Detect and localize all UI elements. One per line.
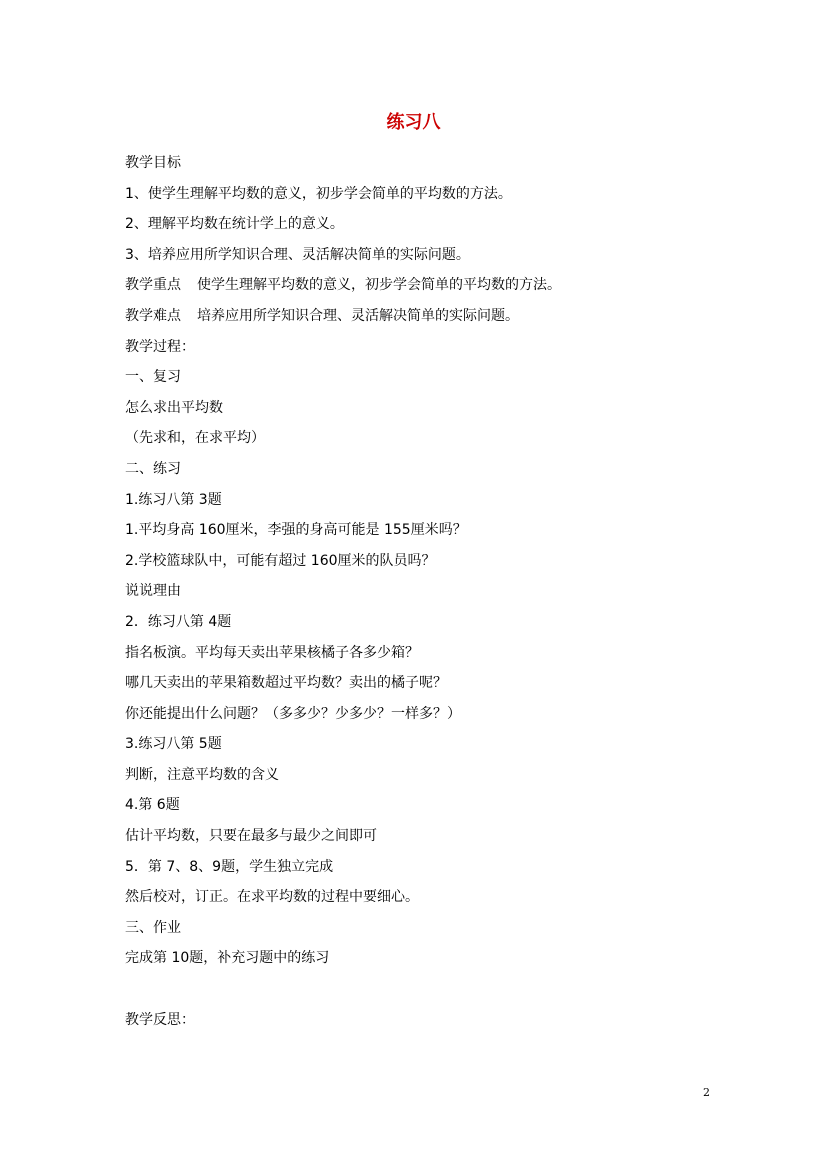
subsection-practice: 二、练习 (125, 460, 181, 477)
practice-text-5: 估计平均数，只要在最多与最少之间即可 (125, 828, 377, 845)
document-title: 练习八 (386, 112, 441, 133)
subsection-review: 一、复习 (125, 369, 181, 386)
practice-text-6: 然后校对，订正。在求平均数的过程中要细心。 (125, 889, 419, 906)
review-question: 怎么求出平均数 (125, 399, 223, 416)
key-point-text: 使学生理解平均数的意义，初步学会简单的平均数的方法。 (197, 277, 561, 294)
subsection-homework: 三、作业 (125, 919, 181, 936)
objective-item-2: 2、理解平均数在统计学上的意义。 (125, 216, 344, 233)
practice-question-2: 2.学校篮球队中，可能有超过 160厘米的队员吗？ (125, 552, 436, 569)
practice-item-3: 3.练习八第 5题 (125, 736, 222, 753)
section-heading-objectives: 教学目标 (125, 155, 181, 171)
review-answer: （先求和，在求平均） (125, 430, 265, 447)
practice-item-5: 5．第 7、8、9题，学生独立完成 (125, 858, 334, 875)
key-point-label: 教学重点 (125, 277, 181, 294)
practice-item-2: 2．练习八第 4题 (125, 613, 232, 630)
practice-note: 说说理由 (125, 583, 181, 600)
blank-line (125, 978, 725, 1009)
practice-item-1: 1.练习八第 3题 (125, 491, 222, 508)
page-number: 2 (703, 1086, 710, 1099)
practice-text-2: 哪几天卖出的苹果箱数超过平均数？卖出的橘子呢？ (125, 675, 447, 692)
practice-text-1: 指名板演。平均每天卖出苹果核橘子各多少箱？ (125, 644, 419, 661)
key-point-row (125, 274, 725, 305)
practice-text-3: 你还能提出什么问题？（多多少？少多少？一样多？） (125, 705, 461, 722)
section-heading-process: 教学过程： (125, 338, 195, 355)
objective-item-3: 3、培养应用所学知识合理、灵活解决简单的实际问题。 (125, 246, 470, 263)
practice-question-1: 1.平均身高 160厘米，李强的身高可能是 155厘米吗？ (125, 522, 467, 539)
difficulty-label: 教学难点 (125, 307, 181, 324)
difficulty-row (125, 305, 725, 336)
objective-item-1: 1、使学生理解平均数的意义，初步学会简单的平均数的方法。 (125, 185, 512, 202)
document-body (125, 152, 725, 1039)
difficulty-text: 培养应用所学知识合理、灵活解决简单的实际问题。 (197, 307, 519, 324)
reflection-heading: 教学反思： (125, 1011, 195, 1028)
practice-item-4: 4.第 6题 (125, 797, 180, 814)
practice-text-4: 判断，注意平均数的含义 (125, 766, 279, 783)
homework-text: 完成第 10题，补充习题中的练习 (125, 950, 330, 967)
